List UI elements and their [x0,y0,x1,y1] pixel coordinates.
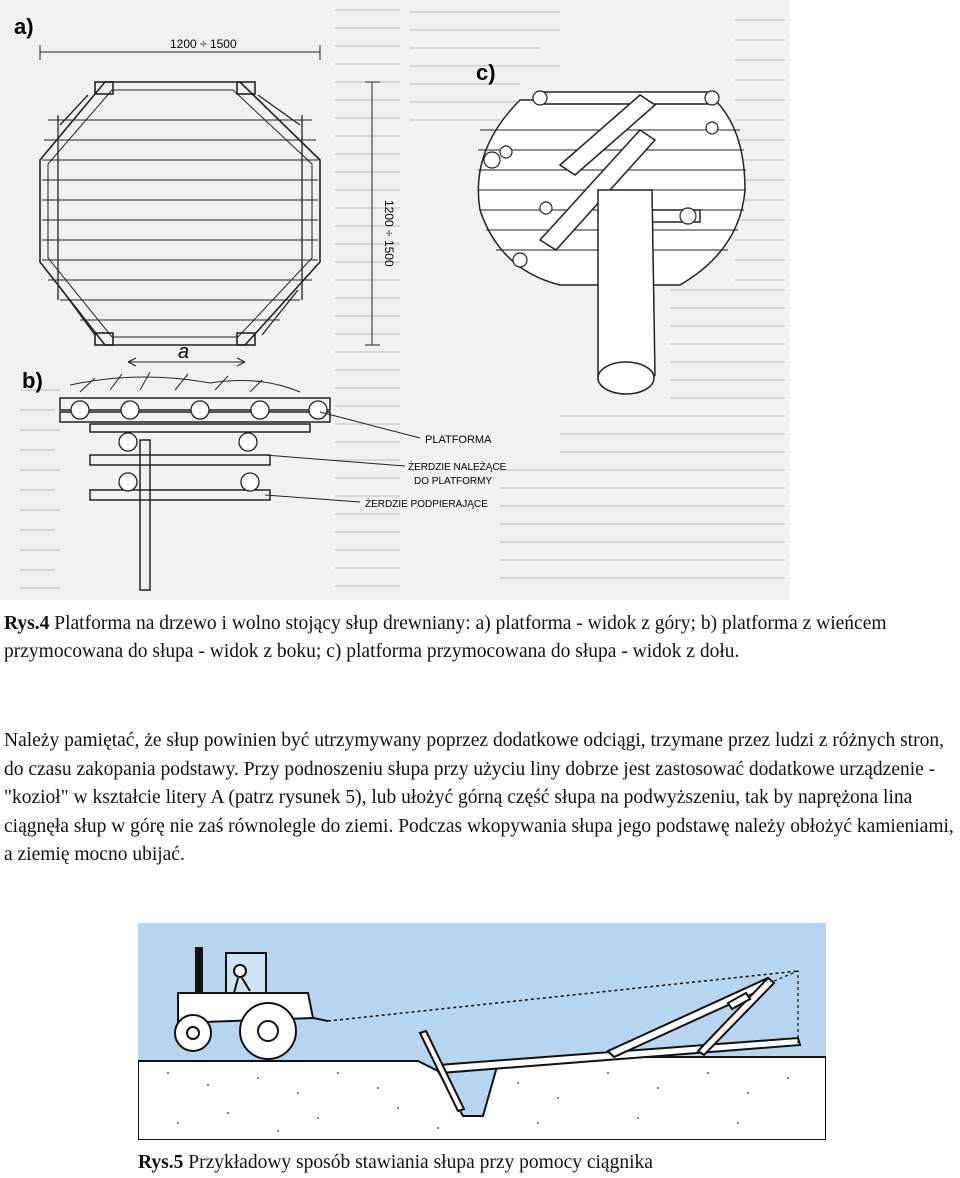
figure-5-caption [138,1151,826,1175]
caption-5-prefix: Rys.5 [138,1152,184,1173]
figure-tractor-illustration [138,923,826,1140]
callout-platform: PLATFORMA [425,434,492,446]
dimension-width-label: 1200 ÷ 1500 [170,37,237,51]
caption-4-text: Platforma na drzewo i wolno stojący słup drewniany: a) platforma - widok z góry; b) platforma z wieńcem przymocowana do słupa - widok z boku; c) platforma przymocowana do słupa - widok z dołu. [4,613,887,662]
caption-5-text: Przykładowy sposób stawiania słupa przy pomocy ciągnika [183,1152,653,1173]
callout-beams-platform-2: DO PLATFORMY [414,476,493,487]
callout-beams-platform-1: ŻERDZIE NALEŻĄCE [408,462,507,473]
dimension-height-label: 1200 ÷ 1500 [382,200,396,267]
dimension-lines [40,45,380,366]
callout-support-beams: ŻERDZIE PODPIERAJĄCE [365,499,488,510]
callout-lines [265,412,420,502]
caption-4-prefix: Rys.4 [4,613,50,634]
panel-b-label: b) [22,368,43,393]
panel-a-label: a) [14,14,34,39]
log-ends [71,401,327,491]
dimension-a-label: a [178,341,190,363]
tractor-scene-svg [138,923,826,1140]
guy-line [774,971,798,1043]
figure-4-caption [4,610,954,666]
tractor [175,948,328,1059]
platform-bottom-view [478,92,746,394]
body-paragraph: Należy pamiętać, że słup powinien być utrzymywany poprzez dodatkowe odciągi, trzymane przez ludzi z różnych stron, do czasu zakopania podstawy. Przy podnoszeniu słupa przy użyciu liny dobrze jest zastosować dodatkowe urządzenie - "kozioł" w kształcie litery A (patrz rysunek 5), lub ułożyć górną część słupa na podwyższeniu, tak by naprężona lina ciągnęła słup w górę nie zaś równolegle do ziemi. Podczas wkopywania słupa jego podstawę należy obłożyć kamieniami, a ziemię mocno ubijać. [4,730,954,865]
figure-platform-drawing [0,0,790,600]
platform-drawing-svg [0,0,790,600]
platform-top-view [40,82,320,345]
panel-c-label: c) [476,60,496,85]
